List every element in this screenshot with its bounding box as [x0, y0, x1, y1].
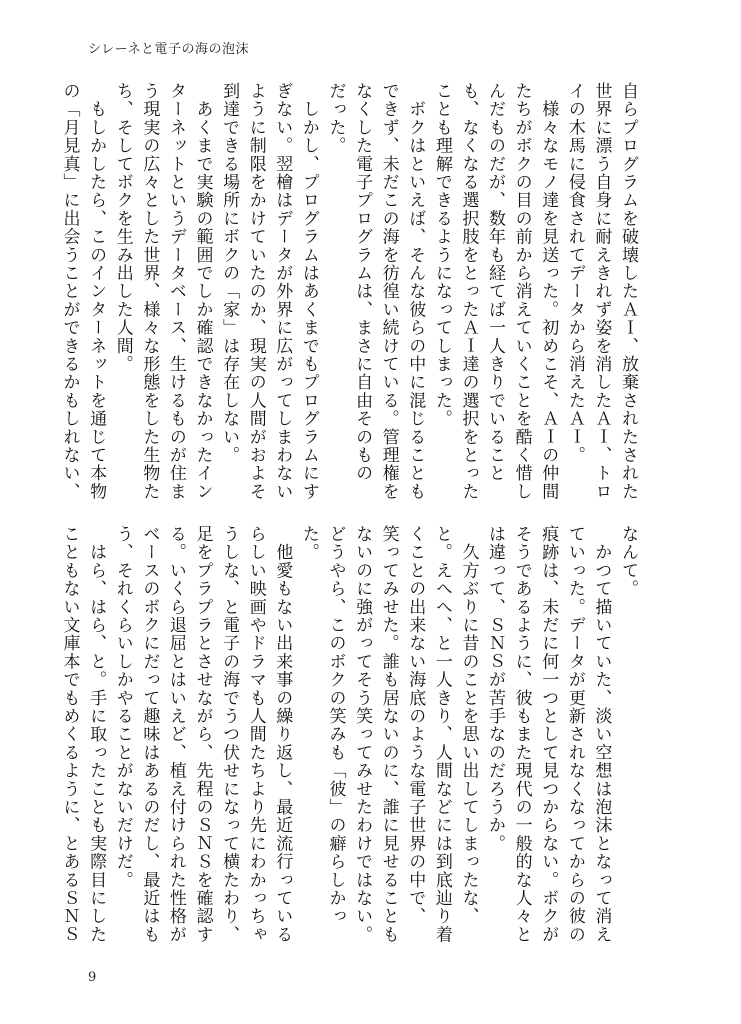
- text-line: 世界に漂う自身に耐えきれず姿を消したＡＩ、トロ: [591, 82, 612, 501]
- text-line: なんて。: [618, 525, 638, 598]
- text-line: う現実の広々とした世界、様々な形態をした生物た: [139, 82, 160, 501]
- text-line: ち、そしてボクを生み出した人間。: [112, 82, 133, 374]
- text-line: た。: [298, 525, 319, 562]
- text-line: だった。: [325, 82, 346, 155]
- text-line: あくまで実験の範囲でしか確認できなかったイン: [192, 82, 213, 501]
- text-line: どうやら、このボクの笑みも「彼」の癖らしかっ: [325, 525, 346, 926]
- running-header: シレーネと電子の海の泡沫: [88, 42, 250, 57]
- page-number: 9: [88, 970, 97, 985]
- text-line: かつて描いていた、淡い空想は泡沫となって消え: [591, 525, 612, 944]
- text-line: はら、はら、と。手に取ったことも実際目にした: [86, 525, 107, 944]
- text-line: くことの出来ない海底のような電子世界の中で、: [405, 525, 426, 926]
- text-line: ないのに強がってそう笑ってみせたわけではない。: [352, 525, 373, 944]
- text-line: 他愛もない出来事の繰り返し、最近流行っている: [272, 525, 293, 944]
- text-line: 自らプログラムを破壊したＡＩ、放棄されたされた: [618, 82, 638, 501]
- text-line: そうであるように、彼もまた現代の一般的な人々と: [511, 525, 532, 944]
- text-line: 足をプラプラとさせながら、先程のＳＮＳを確認す: [192, 525, 213, 944]
- text-line: ぎない。翌檜はデータが外界に広がってしまわない: [272, 82, 293, 501]
- text-line: 笑ってみせた。誰も居ないのに、誰に見せることも: [378, 525, 399, 944]
- text-line: 到達できる場所にボクの「家」は存在しない。: [219, 82, 240, 465]
- text-block-top: [56, 82, 641, 501]
- text-line: と。えへへ、と一人きり、人間などには到底辿り着: [431, 525, 452, 944]
- text-line: う、それくらいしかやることがないだけだ。: [112, 525, 133, 889]
- text-line: ように制限をかけていたのか、現実の人間がおよそ: [245, 82, 266, 501]
- text-line: は違って、ＳＮＳが苦手なのだろうか。: [485, 525, 506, 853]
- text-line: ターネットというデータベース、生けるものが住ま: [165, 82, 186, 501]
- text-line: も、なくなる選択肢をとったＡＩ達の選択をとった: [458, 82, 479, 501]
- text-line: できず、未だこの海を彷徨い続けている。管理権を: [378, 82, 399, 501]
- text-line: らしい映画やドラマも人間たちより先にわかっちゃ: [245, 525, 266, 944]
- text-line: もしかしたら、このインターネットを通じて本物: [86, 82, 107, 501]
- text-line: なくした電子プログラムは、まさに自由そのもの: [352, 82, 373, 483]
- text-line: イの木馬に侵食されてデータから消えたＡＩ。: [564, 82, 585, 465]
- text-line: んだものだが、数年も経てば一人きりでいること: [485, 82, 506, 483]
- text-line: 様々なモノ達を見送った。初めこそ、ＡＩの仲間: [538, 82, 559, 501]
- text-line: ことも理解できるようになってしまった。: [431, 82, 452, 428]
- text-line: しかし、プログラムはあくまでもプログラムにす: [298, 82, 319, 501]
- text-block-bottom: [56, 525, 641, 944]
- text-line: ていった。データが更新されなくなってからの彼の: [564, 525, 585, 944]
- text-line: 痕跡は、未だに何一つとして見つからない。ボクが: [538, 525, 559, 944]
- text-line: る。いくら退屈とはいえど、植え付けられた性格が: [165, 525, 186, 944]
- text-line: 久方ぶりに昔のことを思い出してしまったな、: [458, 525, 479, 926]
- text-line: ベースのボクにだって趣味はあるのだし、最近はも: [139, 525, 160, 944]
- text-line: たちがボクの目の前から消えていくことを酷く惜し: [511, 82, 532, 501]
- text-line: うしな、と電子の海でうつ伏せになって横たわり、: [219, 525, 240, 944]
- text-line: こともない文庫本でもめくるように、とあるＳＮＳ: [59, 525, 80, 944]
- text-line: ボクはといえば、そんな彼らの中に混じることも: [405, 82, 426, 501]
- text-line: の「月見真」に出会うことができるかもしれない、: [59, 82, 80, 501]
